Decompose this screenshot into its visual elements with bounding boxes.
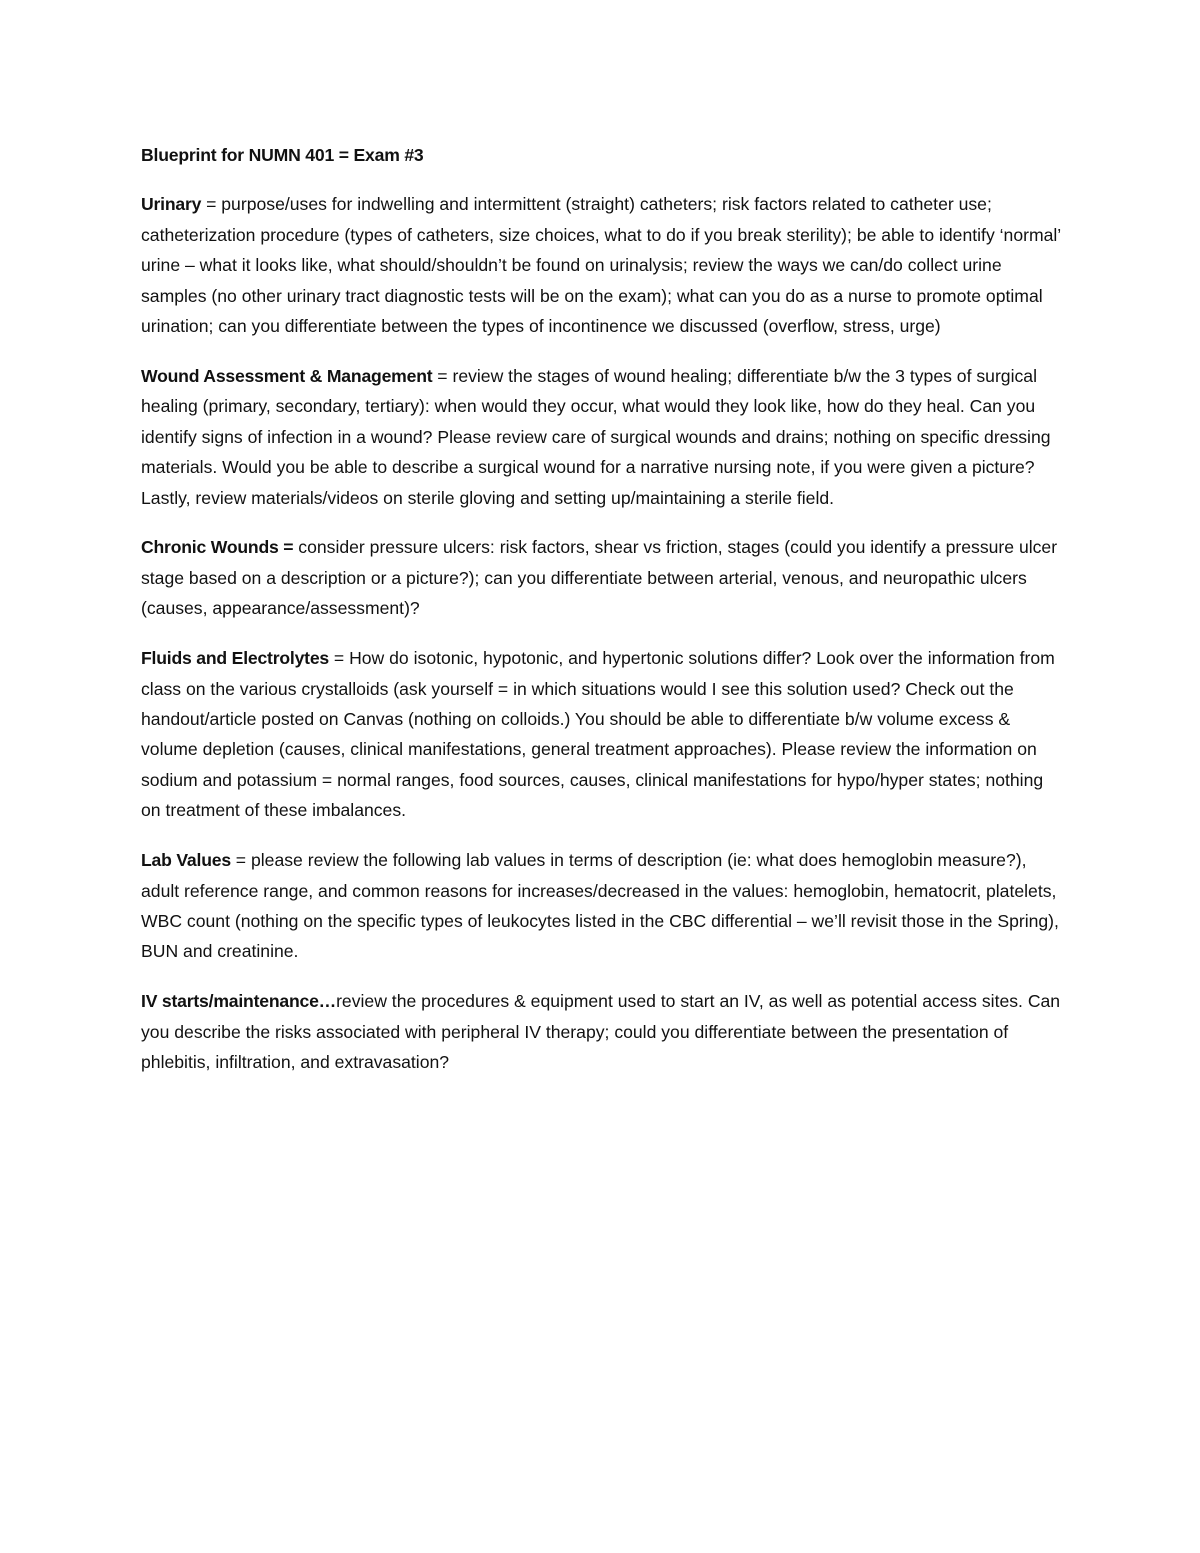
section-text-chronic-wounds: consider pressure ulcers: risk factors, shear vs friction, stages (could you identify a pressure ulcer stage based on a description or a picture?); can you differentiate between arterial, venous, and neuropathic ulcers (causes, appearance/assessment)?	[141, 537, 1058, 619]
document-title: Blueprint for NUMN 401 = Exam #3	[141, 145, 424, 165]
section-text-wound-assessment: = review the stages of wound healing; differentiate b/w the 3 types of surgical healing (primary, secondary, tertiary): when would they occur, what would they look like, how do they heal. Can you identify signs of infection in a wound? Please review care of surgical wounds and drains; nothing on specific dressing materials. Would you be able to describe a surgical wound for a narrative nursing note, if you were given a picture? Lastly, review materials/videos on sterile gloving and setting up/maintaining a sterile field.	[141, 365, 1051, 508]
section-heading-urinary: Urinary	[141, 194, 202, 215]
section-text-fluids-electrolytes: = How do isotonic, hypotonic, and hypertonic solutions differ? Look over the information from class on the various crystalloids (ask yourself = in which situations would I see this solution used? Check out the handout/article posted on Canvas (nothing on colloids.) You should be able to differentiate b/w volume excess & volume depletion (causes, clinical manifestations, general treatment approaches). Please review the information on sodium and potassium = normal ranges, food sources, causes, clinical manifestations for hypo/hyper states; nothing on treatment of these imbalances.	[141, 648, 1055, 821]
section-heading-chronic-wounds: Chronic Wounds =	[141, 537, 294, 558]
section-chronic-wounds	[141, 532, 1066, 623]
section-urinary	[141, 189, 1066, 341]
section-heading-fluids-electrolytes: Fluids and Electrolytes	[141, 648, 330, 669]
section-heading-lab-values: Lab Values	[141, 850, 231, 871]
section-iv-starts	[141, 986, 1066, 1077]
section-lab-values	[141, 845, 1066, 967]
section-heading-wound-assessment: Wound Assessment & Management	[141, 365, 433, 386]
section-text-iv-starts: review the procedures & equipment used to start an IV, as well as potential access sites. Can you describe the risks associated with peripheral IV therapy; could you differentiate between the presentation of phlebitis, infiltration, and extravasation?	[141, 991, 1061, 1073]
section-wound-assessment	[141, 361, 1066, 513]
section-text-urinary: = purpose/uses for indwelling and intermittent (straight) catheters; risk factors related to catheter use; catheterization procedure (types of catheters, size choices, what to do if you break sterility); be able to identify ‘normal’ urine – what it looks like, what should/shouldn’t be found on urinalysis; review the ways we can/do collect urine samples (no other urinary tract diagnostic tests will be on the exam); what can you do as a nurse to promote optimal urination; can you differentiate between the types of incontinence we discussed (overflow, stress, urge)	[141, 194, 1061, 337]
section-heading-iv-starts: IV starts/maintenance…	[141, 991, 337, 1012]
section-fluids-electrolytes	[141, 643, 1066, 825]
document-body	[141, 140, 1066, 1097]
section-text-lab-values: = please review the following lab values in terms of description (ie: what does hemoglobin measure?), adult reference range, and common reasons for increases/decreased in the values: hemoglobin, hematocrit, platelets, WBC count (nothing on the specific types of leukocytes listed in the CBC differential – we’ll revisit those in the Spring), BUN and creatinine.	[141, 850, 1059, 962]
